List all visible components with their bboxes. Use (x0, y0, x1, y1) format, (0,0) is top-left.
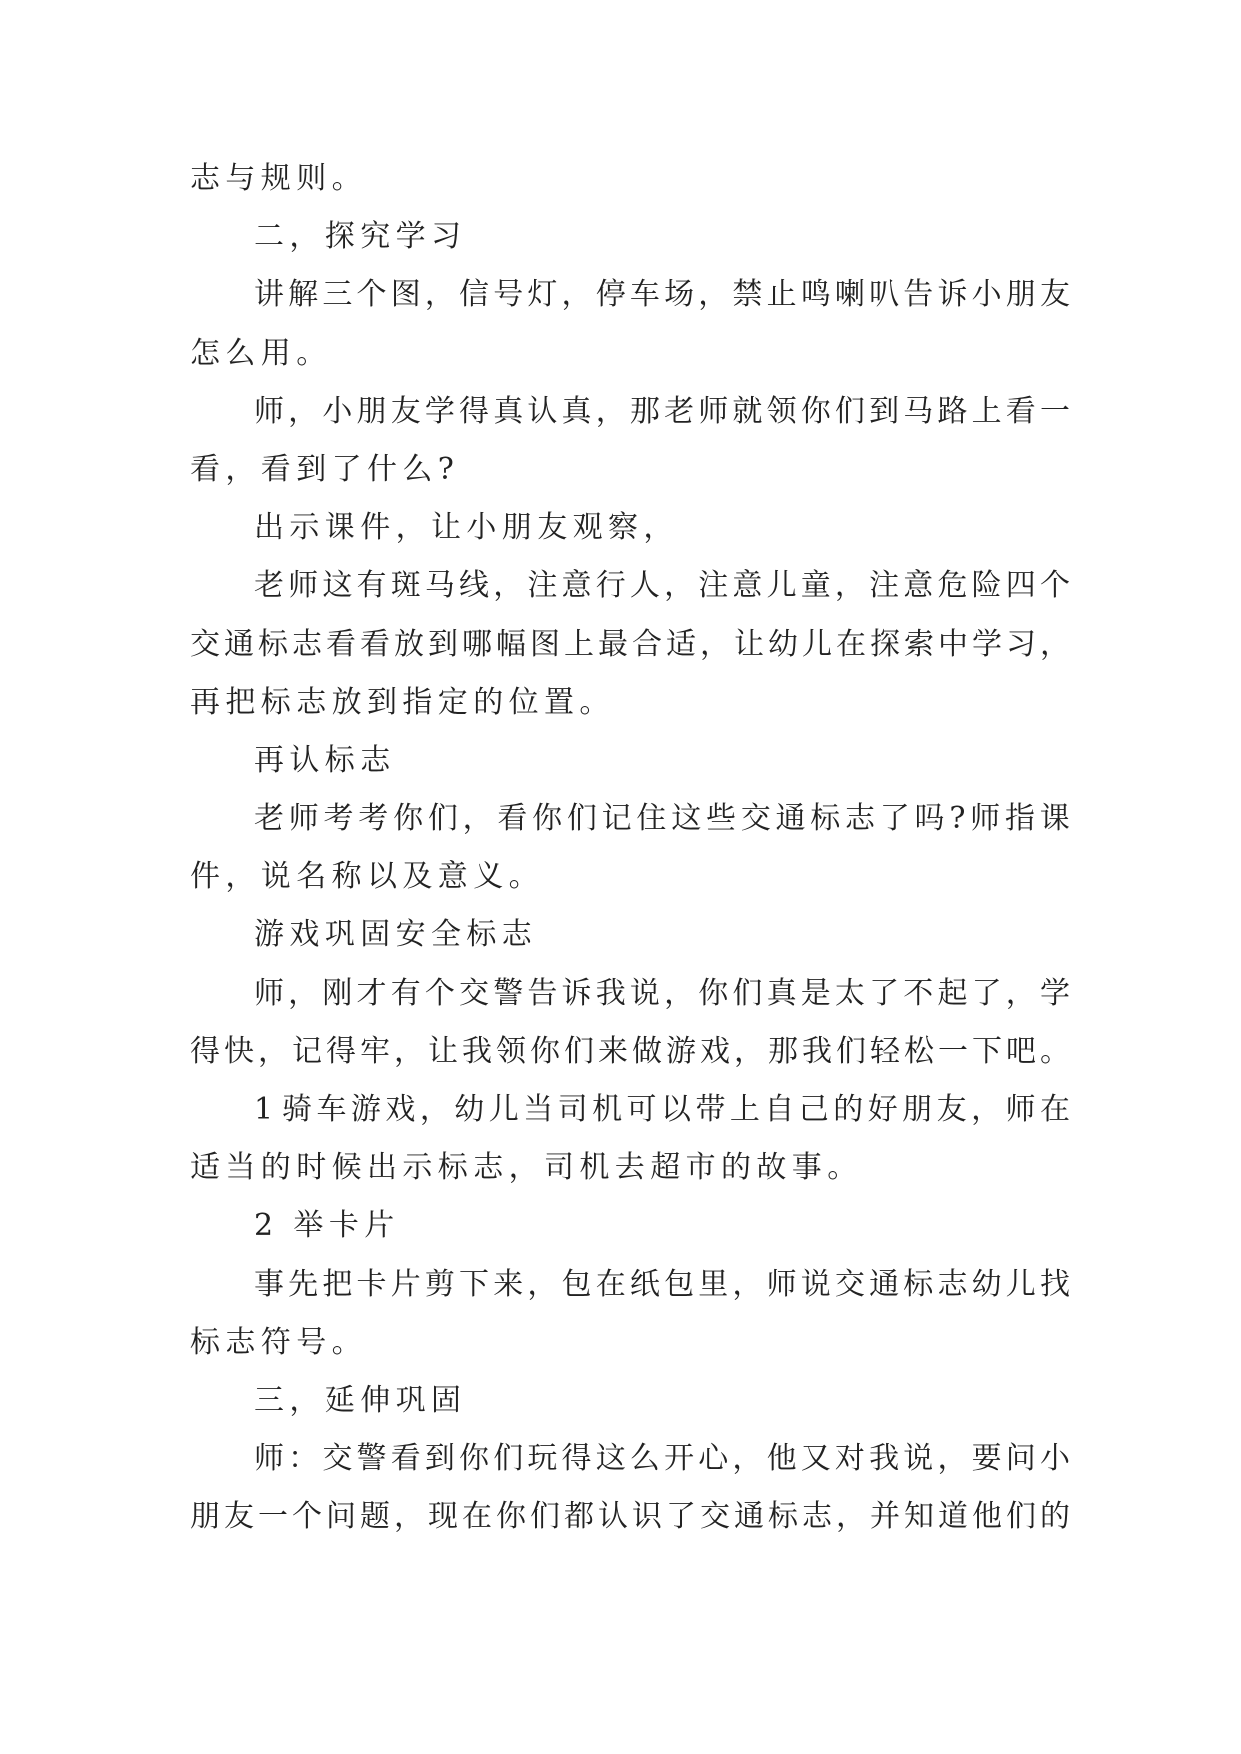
text-line: 1 骑 车 游 戏 ， 幼 儿 当 司 机 可 以 带 上 自 己 的 好 朋 友 ， 师 在 (254, 1092, 1070, 1127)
body-text (190, 150, 1070, 1547)
text-line: 件，说名称以及意义。 (190, 859, 544, 895)
text-line: 游戏巩固安全标志 (254, 917, 538, 953)
text-line: 老 师 考 考 你 们 ， 看 你 们 记 住 这 些 交 通 标 志 了 吗 ? 师 指 课 (254, 801, 1070, 837)
text-line: 再把标志放到指定的位置。 (190, 684, 615, 720)
text-line: 得 快 ， 记 得 牢 ， 让 我 领 你 们 来 做 游 戏 ， 那 我 们 轻 松 一 下 吧 。 (190, 1033, 1070, 1069)
text-line: 出示课件，让小朋友观察， (254, 510, 679, 546)
text-line: 看，看到了什么? (190, 451, 460, 487)
text-line: 2 举卡片 (254, 1208, 400, 1244)
text-line: 怎么用。 (190, 335, 332, 371)
text-line: 三，延伸巩固 (254, 1382, 467, 1418)
text-line: 朋 友 一 个 问 题 ， 现 在 你 们 都 认 识 了 交 通 标 志 ， 并 知 道 他 们 的 (190, 1499, 1070, 1535)
text-line: 讲 解 三 个 图 ， 信 号 灯 ， 停 车 场 ， 禁 止 鸣 喇 叭 告 诉 小 朋 友 (254, 277, 1070, 313)
text-line: 再认标志 (254, 742, 396, 778)
text-line: 二，探究学习 (254, 219, 467, 255)
text-line: 师 ， 刚 才 有 个 交 警 告 诉 我 说 ， 你 们 真 是 太 了 不 起 了 ， 学 (254, 975, 1070, 1011)
text-line: 师 ， 小 朋 友 学 得 真 认 真 ， 那 老 师 就 领 你 们 到 马 路 上 看 一 (254, 393, 1070, 429)
text-line: 事 先 把 卡 片 剪 下 来 ， 包 在 纸 包 里 ， 师 说 交 通 标 志 幼 儿 找 (254, 1266, 1070, 1302)
text-line: 交 通 标 志 看 看 放 到 哪 幅 图 上 最 合 适 ， 让 幼 儿 在 探 索 中 学 习 ， (190, 626, 1070, 662)
text-line: 师 ： 交 警 看 到 你 们 玩 得 这 么 开 心 ， 他 又 对 我 说 ， 要 问 小 (254, 1441, 1070, 1477)
text-line: 适当的时候出示标志，司机去超市的故事。 (190, 1150, 863, 1186)
text-line: 老 师 这 有 斑 马 线 ， 注 意 行 人 ， 注 意 儿 童 ， 注 意 危 险 四 个 (254, 568, 1070, 604)
text-line: 标志符号。 (190, 1324, 367, 1360)
text-line: 志与规则。 (190, 161, 367, 196)
